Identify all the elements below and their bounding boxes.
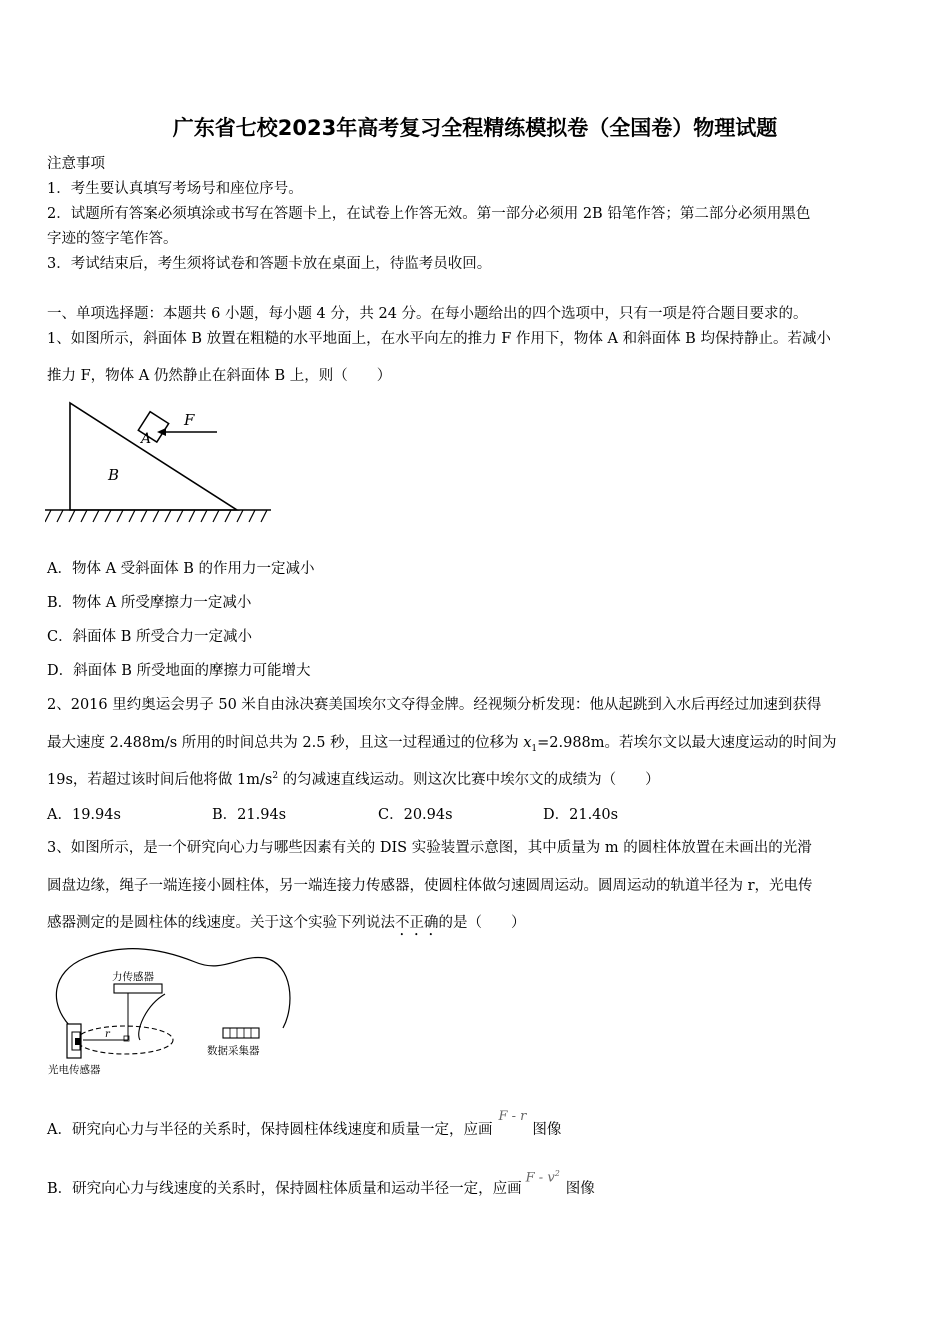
sensor-cable — [139, 994, 165, 1040]
label-B: B — [108, 466, 120, 484]
radius-label: r — [105, 1029, 110, 1040]
label-F: F — [184, 411, 195, 429]
q3-dis-figure — [45, 944, 305, 1082]
q2-stem-line3: 19s，若超过该时间后他将做 $1m/s^2$ 的匀减速直线运动。则这次比赛中埃尔文的成绩为（ ） — [47, 771, 660, 788]
force-sensor-box — [114, 984, 162, 993]
page-title: 广东省七校2023年高考复习全程精练模拟卷（全国卷）物理试题 — [172, 116, 778, 140]
formula-F-v2: F - $v^2$ — [525, 1168, 560, 1185]
q2-stem-line1: 2、2016 里约奥运会男子 50 米自由泳决赛美国埃尔文夺得金牌。经视频分析发现：他从起跳到入水后再经过加速到获得 — [47, 697, 822, 713]
q1-option-b: B．物体 A 所受摩擦力一定减小 — [47, 595, 252, 611]
notice-item-2-cont: 字迹的签字笔作答。 — [47, 231, 178, 247]
q2-option-a: A．19.94s — [47, 807, 121, 823]
q2-option-d: D．21.40s — [543, 807, 619, 823]
q2-stem-line2: 最大速度 2.488m/s 所用的时间总共为 2.5 秒，且这一过程通过的位移为 $x_1=2.988m$。若埃尔文以最大速度运动的时间为 — [47, 735, 837, 754]
q3-option-a: A．研究向心力与半径的关系时，保持圆柱体线速度和质量一定，应画F - r图像 — [47, 1109, 562, 1138]
notice-item-1: 1．考生要认真填写考场号和座位序号。 — [47, 181, 303, 197]
q1-incline-figure — [45, 395, 275, 530]
photo-sensor-label: 光电传感器 — [48, 1064, 101, 1076]
force-sensor-label: 力传感器 — [112, 971, 154, 983]
formula-F-r: F - r — [498, 1109, 527, 1124]
notice-item-3: 3．考试结束后，考生须将试卷和答题卡放在桌面上，待监考员收回。 — [47, 256, 492, 272]
emphasis-text: 不正确 — [395, 915, 439, 931]
q1-option-c: C．斜面体 B 所受合力一定减小 — [47, 629, 252, 645]
q3-stem-line3: 感器测定的是圆柱体的线速度。关于这个实验下列说法不正确的是（ ） — [47, 915, 526, 931]
section-heading: 一、单项选择题：本题共 6 小题，每小题 4 分，共 24 分。在每小题给出的四个选项中，只有一项是符合题目要求的。 — [47, 306, 808, 322]
label-A: A — [141, 431, 152, 447]
notice-heading: 注意事项 — [47, 156, 105, 172]
data-collector-label: 数据采集器 — [207, 1045, 260, 1057]
q1-option-d: D．斜面体 B 所受地面的摩擦力可能增大 — [47, 663, 311, 679]
cable — [56, 949, 290, 1028]
q1-stem-line2: 推力 F，物体 A 仍然静止在斜面体 B 上，则（ ） — [47, 368, 392, 384]
q2-option-b: B．21.94s — [212, 807, 287, 823]
data-collector-box — [223, 1028, 259, 1038]
q1-option-a: A．物体 A 受斜面体 B 的作用力一定减小 — [47, 561, 315, 577]
notice-item-2: 2．试题所有答案必须填涂或书写在答题卡上，在试卷上作答无效。第一部分必须用 2B 铅笔作答；第二部分必须用黑色 — [47, 206, 811, 222]
ground-hatching — [45, 510, 267, 522]
q1-stem-line1: 1、如图所示，斜面体 B 放置在粗糙的水平地面上，在水平向左的推力 F 作用下，物体 A 和斜面体 B 均保持静止。若减小 — [47, 331, 831, 347]
q3-option-b: B．研究向心力与线速度的关系时，保持圆柱体质量和运动半径一定，应画F - $v^2$图像 — [47, 1168, 595, 1197]
q3-stem-line1: 3、如图所示，是一个研究向心力与哪些因素有关的 DIS 实验装置示意图，其中质量为 m 的圆柱体放置在未画出的光滑 — [47, 840, 812, 856]
q3-stem-line2: 圆盘边缘，绳子一端连接小圆柱体，另一端连接力传感器，使圆柱体做匀速圆周运动。圆周运动的轨道半径为 r，光电传 — [47, 878, 813, 894]
q2-option-c: C．20.94s — [378, 807, 453, 823]
